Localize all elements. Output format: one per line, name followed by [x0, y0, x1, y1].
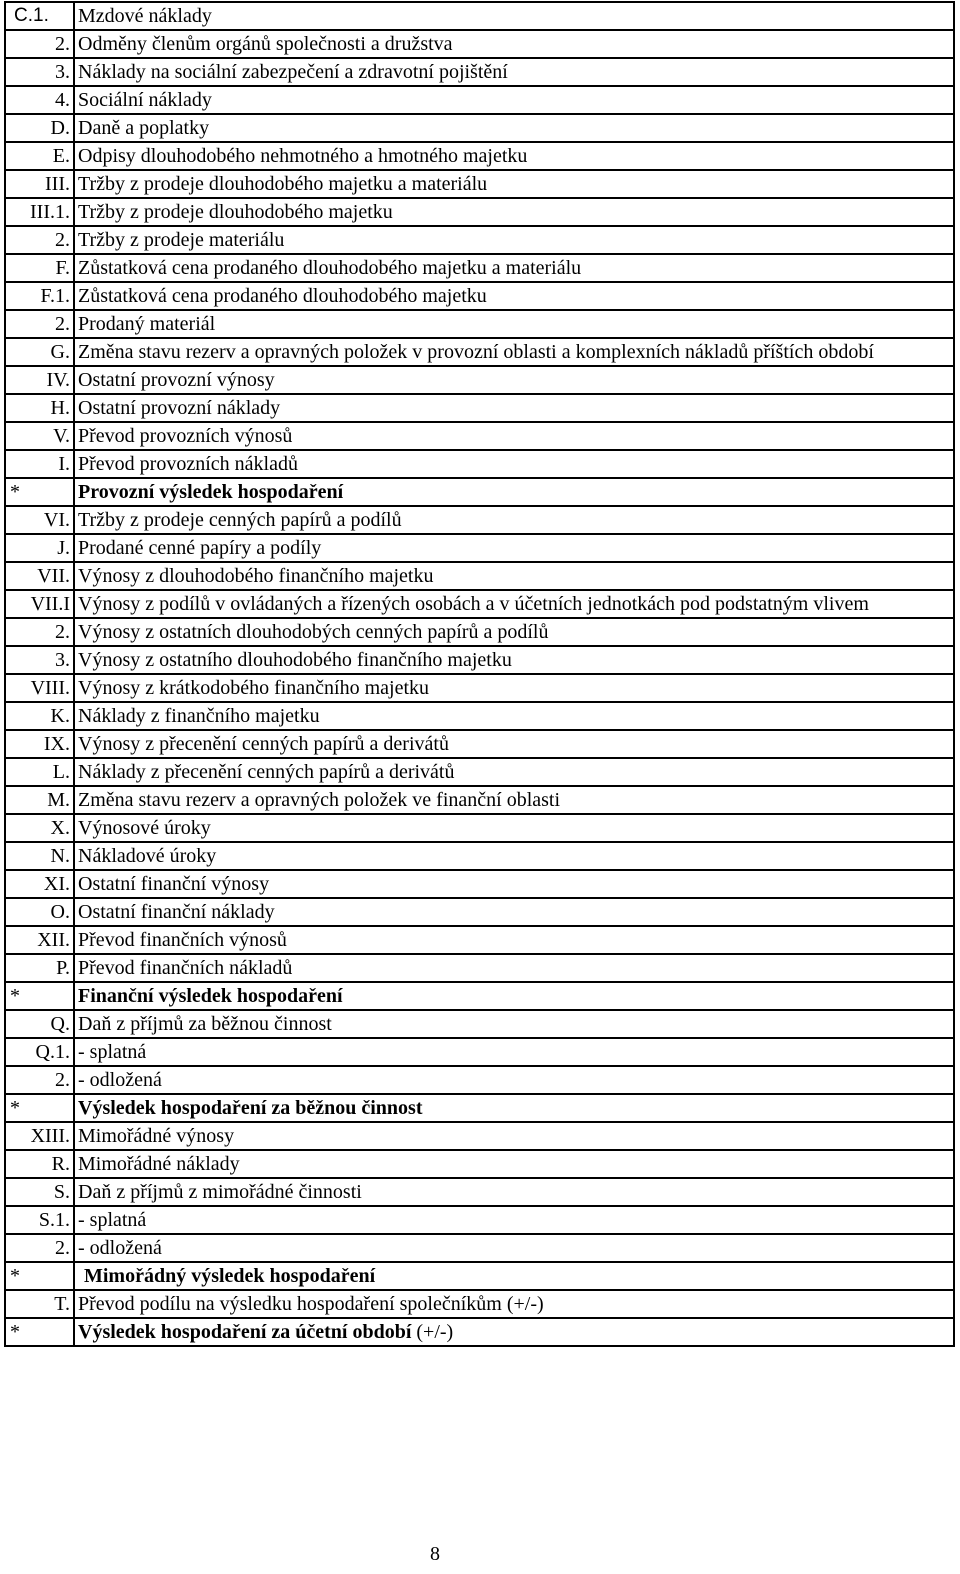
row-code: K. [5, 702, 74, 730]
page-number: 8 [430, 1543, 440, 1565]
row-label: Změna stavu rezerv a opravných položek v provozní oblasti a komplexních nákladů příštích období [74, 338, 954, 366]
subtotal-row [5, 478, 954, 506]
row-label: Náklady z přecenění cenných papírů a derivátů [74, 758, 954, 786]
table-row [5, 310, 954, 338]
row-code: M. [5, 786, 74, 814]
row-label: Provozní výsledek hospodaření [74, 478, 954, 506]
table-row [5, 702, 954, 730]
row-label: Tržby z prodeje dlouhodobého majetku [74, 198, 954, 226]
row-code: Q. [5, 1010, 74, 1038]
table-row [5, 1178, 954, 1206]
row-code: III.1. [5, 198, 74, 226]
table-row [5, 562, 954, 590]
row-code: S.1. [5, 1206, 74, 1234]
row-label: Ostatní finanční náklady [74, 898, 954, 926]
row-code: VI. [5, 506, 74, 534]
row-label: Mimořádné náklady [74, 1150, 954, 1178]
row-code: 2. [5, 618, 74, 646]
table-row [5, 1150, 954, 1178]
row-code: V. [5, 422, 74, 450]
table-row [5, 786, 954, 814]
row-code: 2. [5, 310, 74, 338]
row-label: Výnosy z ostatních dlouhodobých cenných papírů a podílů [74, 618, 954, 646]
row-code: 2. [5, 30, 74, 58]
table-row [5, 394, 954, 422]
row-label: Převod podílu na výsledku hospodaření společníkům (+/-) [74, 1290, 954, 1318]
row-label: Převod finančních výnosů [74, 926, 954, 954]
table-row [5, 338, 954, 366]
row-code: E. [5, 142, 74, 170]
table-row [5, 170, 954, 198]
row-label: Nákladové úroky [74, 842, 954, 870]
table-row [5, 506, 954, 534]
row-code: P. [5, 954, 74, 982]
row-label: Náklady na sociální zabezpečení a zdravotní pojištění [74, 58, 954, 86]
row-code: 2. [5, 1234, 74, 1262]
row-code: T. [5, 1290, 74, 1318]
table-row [5, 618, 954, 646]
row-code: VII.I [5, 590, 74, 618]
row-code: * [5, 1318, 74, 1346]
table-row [5, 1010, 954, 1038]
table-row [5, 1038, 954, 1066]
row-label: Tržby z prodeje materiálu [74, 226, 954, 254]
table-row [5, 226, 954, 254]
table-row [5, 926, 954, 954]
row-code: 2. [5, 1066, 74, 1094]
row-code: * [5, 1094, 74, 1122]
row-label: Výnosy z podílů v ovládaných a řízených osobách a v účetních jednotkách pod podstatným vlivem [74, 590, 954, 618]
row-label: Tržby z prodeje dlouhodobého majetku a materiálu [74, 170, 954, 198]
row-label: Ostatní provozní náklady [74, 394, 954, 422]
row-code: N. [5, 842, 74, 870]
row-code: I. [5, 450, 74, 478]
table-row [5, 534, 954, 562]
income-statement-body [5, 2, 954, 1346]
row-code: 2. [5, 226, 74, 254]
row-label: Ostatní finanční výnosy [74, 870, 954, 898]
table-row [5, 1066, 954, 1094]
income-statement-table [4, 1, 955, 1347]
row-code: L. [5, 758, 74, 786]
row-label: Sociální náklady [74, 86, 954, 114]
row-label: Ostatní provozní výnosy [74, 366, 954, 394]
row-code: VII. [5, 562, 74, 590]
row-code: C.1. [5, 2, 74, 30]
row-code: XII. [5, 926, 74, 954]
table-row [5, 1206, 954, 1234]
row-code: 3. [5, 646, 74, 674]
row-code: * [5, 478, 74, 506]
row-label: Výsledek hospodaření za běžnou činnost [74, 1094, 954, 1122]
row-code: S. [5, 1178, 74, 1206]
row-label: Daň z příjmů za běžnou činnost [74, 1010, 954, 1038]
table-row [5, 254, 954, 282]
table-row [5, 758, 954, 786]
row-label: Prodaný materiál [74, 310, 954, 338]
table-row [5, 142, 954, 170]
table-row [5, 1122, 954, 1150]
row-code: D. [5, 114, 74, 142]
row-label: Převod provozních výnosů [74, 422, 954, 450]
row-label: - splatná [74, 1038, 954, 1066]
row-code: XIII. [5, 1122, 74, 1150]
row-code: IV. [5, 366, 74, 394]
table-row [5, 730, 954, 758]
table-row [5, 114, 954, 142]
table-row [5, 590, 954, 618]
row-label: Výnosy z dlouhodobého finančního majetku [74, 562, 954, 590]
row-code: III. [5, 170, 74, 198]
subtotal-row [5, 1262, 954, 1290]
table-row [5, 58, 954, 86]
row-code: H. [5, 394, 74, 422]
row-label: Převod finančních nákladů [74, 954, 954, 982]
subtotal-row [5, 982, 954, 1010]
row-code: 4. [5, 86, 74, 114]
table-row [5, 86, 954, 114]
row-code: X. [5, 814, 74, 842]
row-label: Mzdové náklady [74, 2, 954, 30]
row-label: Výnosy z přecenění cenných papírů a derivátů [74, 730, 954, 758]
table-row [5, 954, 954, 982]
row-code: * [5, 982, 74, 1010]
row-label: - odložená [74, 1066, 954, 1094]
row-label: Odměny členům orgánů společnosti a družstva [74, 30, 954, 58]
row-label: Výnosy z ostatního dlouhodobého finančního majetku [74, 646, 954, 674]
row-code: G. [5, 338, 74, 366]
row-code: F. [5, 254, 74, 282]
row-label: Zůstatková cena prodaného dlouhodobého majetku a materiálu [74, 254, 954, 282]
row-code: VIII. [5, 674, 74, 702]
table-row [5, 2, 954, 30]
table-row [5, 450, 954, 478]
row-code: IX. [5, 730, 74, 758]
table-row [5, 898, 954, 926]
row-label: Výnosy z krátkodobého finančního majetku [74, 674, 954, 702]
table-row [5, 870, 954, 898]
row-code: F.1. [5, 282, 74, 310]
row-label: Zůstatková cena prodaného dlouhodobého majetku [74, 282, 954, 310]
row-code: R. [5, 1150, 74, 1178]
row-label: Převod provozních nákladů [74, 450, 954, 478]
row-label: Daň z příjmů z mimořádné činnosti [74, 1178, 954, 1206]
table-row [5, 814, 954, 842]
row-label: Výnosové úroky [74, 814, 954, 842]
row-label: Mimořádný výsledek hospodaření [74, 1262, 954, 1290]
table-row [5, 30, 954, 58]
row-label: Prodané cenné papíry a podíly [74, 534, 954, 562]
row-code: O. [5, 898, 74, 926]
row-code: * [5, 1262, 74, 1290]
row-label: Tržby z prodeje cenných papírů a podílů [74, 506, 954, 534]
table-row [5, 282, 954, 310]
row-code: 3. [5, 58, 74, 86]
row-label: Daně a poplatky [74, 114, 954, 142]
table-row [5, 674, 954, 702]
row-label: Náklady z finančního majetku [74, 702, 954, 730]
table-row [5, 198, 954, 226]
subtotal-row [5, 1094, 954, 1122]
row-label: Odpisy dlouhodobého nehmotného a hmotného majetku [74, 142, 954, 170]
row-label: - odložená [74, 1234, 954, 1262]
row-label: Změna stavu rezerv a opravných položek ve finanční oblasti [74, 786, 954, 814]
table-row [5, 842, 954, 870]
row-code: J. [5, 534, 74, 562]
row-code: XI. [5, 870, 74, 898]
row-label: Mimořádné výnosy [74, 1122, 954, 1150]
subtotal-row [5, 1318, 954, 1346]
row-label-suffix: (+/-) [411, 1321, 454, 1343]
row-label [74, 1318, 954, 1346]
table-row [5, 366, 954, 394]
row-label: Finanční výsledek hospodaření [74, 982, 954, 1010]
table-row [5, 646, 954, 674]
row-code: Q.1. [5, 1038, 74, 1066]
table-row [5, 1234, 954, 1262]
table-row [5, 422, 954, 450]
row-label: - splatná [74, 1206, 954, 1234]
table-row [5, 1290, 954, 1318]
row-label-text: Výsledek hospodaření za účetní období [78, 1321, 412, 1343]
